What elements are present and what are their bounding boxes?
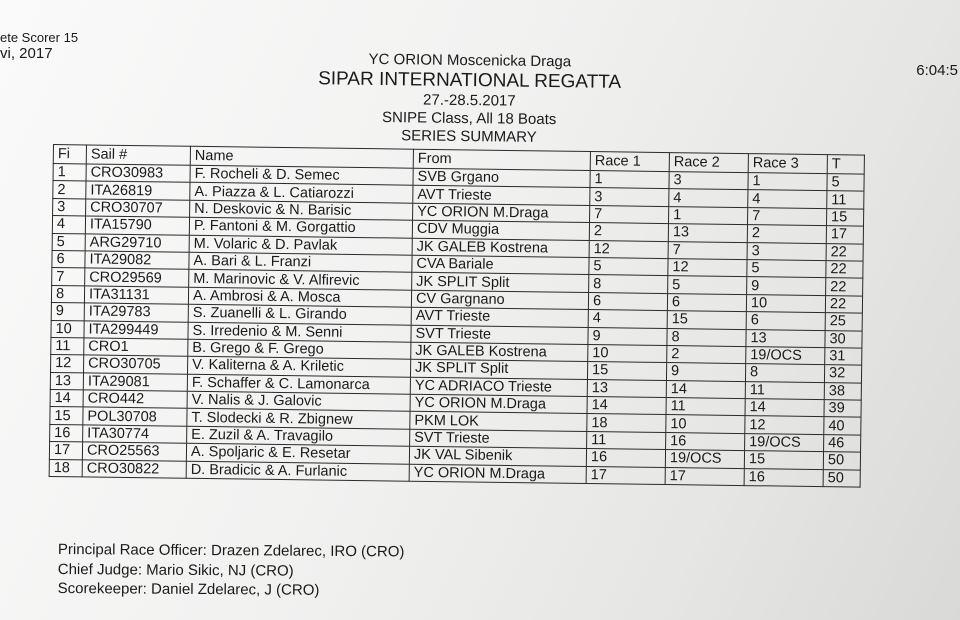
race2-cell: 12 [668, 259, 747, 277]
race1-cell: 17 [586, 466, 665, 484]
race1-cell: 10 [588, 344, 667, 362]
place-cell: 17 [49, 442, 82, 460]
event-title: SIPAR INTERNATIONAL REGATTA [318, 68, 622, 93]
club-cell: JK SPLIT Split [410, 359, 587, 379]
race3-cell: 8 [745, 364, 824, 382]
place-cell: 10 [51, 320, 84, 338]
race3-cell: 12 [745, 416, 824, 434]
place-cell: 3 [53, 198, 86, 216]
race1-cell: 8 [589, 275, 668, 293]
total-cell: 32 [824, 365, 861, 383]
col-fi: Fi [53, 145, 86, 164]
total-cell: 11 [827, 191, 864, 209]
place-cell: 18 [49, 459, 82, 477]
place-cell: 13 [50, 372, 83, 390]
race2-cell: 2 [667, 345, 746, 363]
sail-number-cell: ARG29710 [85, 233, 189, 252]
sail-number-cell: ITA15790 [85, 216, 189, 235]
club-cell: AVT Trieste [413, 186, 590, 206]
event-dates: 27.-28.5.2017 [422, 91, 516, 110]
crew-name-cell: S. Irredenio & M. Senni [188, 322, 411, 342]
race2-cell: 10 [666, 415, 745, 433]
crew-name-cell: B. Grego & F. Grego [188, 339, 411, 359]
crew-name-cell: E. Zuzil & A. Travagilo [187, 426, 410, 446]
race3-cell: 13 [746, 329, 825, 347]
race3-cell: 2 [747, 225, 826, 243]
race2-cell: 1 [669, 206, 748, 224]
club-cell: CVA Bariale [412, 255, 589, 275]
total-cell: 50 [823, 469, 860, 487]
scorer-header [0, 30, 78, 62]
club-cell: CDV Muggia [412, 220, 589, 240]
club-cell: AVT Trieste [411, 307, 588, 327]
race2-cell: 8 [667, 328, 746, 346]
club-cell: JK VAL Sibenik [409, 446, 586, 466]
club-cell: SVB Grgano [413, 168, 590, 188]
sail-number-cell: ITA26819 [86, 181, 190, 200]
race2-cell: 15 [667, 311, 746, 329]
race3-cell: 10 [746, 294, 825, 312]
total-cell: 17 [826, 226, 863, 244]
race2-cell: 19/OCS [665, 450, 744, 468]
crew-name-cell: V. Nalis & J. Galovic [187, 391, 410, 411]
crew-name-cell: A. Piazza & L. Catiarozzi [190, 183, 413, 203]
place-cell: 8 [51, 285, 84, 303]
club-cell: SVT Trieste [411, 325, 588, 345]
place-cell: 2 [53, 181, 86, 199]
crew-name-cell: M. Marinovic & V. Alfirevic [189, 270, 412, 290]
race3-cell: 14 [745, 399, 824, 417]
club-cell: CV Gargnano [411, 290, 588, 310]
race1-cell: 12 [589, 240, 668, 258]
crew-name-cell: A. Ambrosi & A. Mosca [188, 287, 411, 307]
race1-cell: 11 [587, 431, 666, 449]
club-cell: YC ADRIACO Trieste [410, 377, 587, 397]
race1-cell: 7 [590, 205, 669, 223]
crew-name-cell: F. Schaffer & C. Lamonarca [187, 374, 410, 394]
race3-cell: 4 [748, 190, 827, 208]
total-cell: 39 [824, 400, 861, 418]
race3-cell: 16 [744, 468, 823, 486]
race2-cell: 3 [669, 172, 748, 190]
race3-cell: 15 [744, 451, 823, 469]
race1-cell: 6 [588, 292, 667, 310]
crew-name-cell: S. Zuanelli & L. Girando [188, 304, 411, 324]
race3-cell: 19/OCS [746, 346, 825, 364]
place-cell: 14 [50, 390, 83, 408]
col-race1: Race 1 [590, 152, 669, 172]
col-total: T [827, 155, 864, 174]
officials-block [58, 540, 405, 601]
race3-cell: 5 [747, 260, 826, 278]
race3-cell: 9 [747, 277, 826, 295]
sail-number-cell: CRO25563 [82, 442, 186, 461]
col-race2: Race 2 [669, 153, 748, 173]
race1-cell: 3 [590, 188, 669, 206]
crew-name-cell: D. Bradicic & A. Furlanic [186, 461, 409, 481]
race2-cell: 14 [666, 380, 745, 398]
title-block [299, 50, 640, 148]
race1-cell: 1 [590, 171, 669, 189]
club-name: YC ORION Moscenicka Draga [368, 50, 572, 71]
club-cell: YC ORION M.Draga [410, 394, 587, 414]
race1-cell: 18 [587, 414, 666, 432]
sail-number-cell: CRO30705 [84, 355, 188, 374]
race3-cell: 1 [748, 173, 827, 191]
total-cell: 5 [827, 174, 864, 192]
race1-cell: 15 [587, 362, 666, 380]
sail-number-cell: ITA30774 [83, 425, 187, 444]
race2-cell: 6 [667, 293, 746, 311]
club-cell: PKM LOK [410, 412, 587, 432]
sail-number-cell: CRO442 [83, 390, 187, 409]
race2-cell: 11 [666, 398, 745, 416]
race3-cell: 19/OCS [745, 433, 824, 451]
results-table [49, 144, 865, 488]
place-cell: 4 [52, 216, 85, 234]
sail-number-cell: CRO30822 [82, 460, 186, 479]
crew-name-cell: F. Rocheli & D. Semec [190, 165, 413, 185]
total-cell: 22 [826, 278, 863, 296]
race2-cell: 4 [669, 189, 748, 207]
col-name: Name [190, 146, 413, 168]
date-fragment: vi, 2017 [0, 45, 53, 62]
total-cell: 25 [825, 313, 862, 331]
club-cell: JK GALEB Kostrena [412, 238, 589, 258]
col-from: From [413, 149, 590, 170]
col-sail: Sail # [86, 145, 190, 165]
sail-number-cell: CRO29569 [85, 268, 189, 287]
crew-name-cell: V. Kaliterna & A. Kriletic [188, 357, 411, 377]
race1-cell: 13 [587, 379, 666, 397]
total-cell: 22 [825, 295, 862, 313]
race1-cell: 2 [589, 223, 668, 241]
sail-number-cell: ITA29081 [83, 373, 187, 392]
total-cell: 38 [824, 382, 861, 400]
crew-name-cell: N. Deskovic & N. Barisic [190, 200, 413, 220]
race2-cell: 17 [665, 467, 744, 485]
race2-cell: 7 [668, 241, 747, 259]
race2-cell: 16 [666, 432, 745, 450]
race1-cell: 14 [587, 397, 666, 415]
race2-cell: 5 [668, 276, 747, 294]
club-cell: SVT Trieste [410, 429, 587, 449]
sail-number-cell: CRO30707 [86, 199, 190, 218]
total-cell: 50 [823, 452, 860, 470]
club-cell: YC ORION M.Draga [413, 203, 590, 223]
sail-number-cell: ITA31131 [84, 286, 188, 305]
race3-cell: 3 [747, 242, 826, 260]
crew-name-cell: M. Volaric & D. Pavlak [189, 235, 412, 255]
summary-heading: SERIES SUMMARY [401, 127, 537, 146]
principal-race-officer: Principal Race Officer: Drazen Zdelarec, IRO (CRO) [57, 541, 405, 561]
race1-cell: 16 [586, 449, 665, 467]
total-cell: 22 [826, 261, 863, 279]
place-cell: 15 [50, 407, 83, 425]
place-cell: 16 [50, 424, 83, 442]
total-cell: 22 [826, 243, 863, 261]
sail-number-cell: ITA29082 [85, 251, 189, 270]
crew-name-cell: A. Bari & L. Franzi [189, 252, 412, 272]
total-cell: 46 [824, 434, 861, 452]
club-cell: JK SPLIT Split [412, 273, 589, 293]
place-cell: 11 [51, 337, 84, 355]
crew-name-cell: A. Spoljaric & E. Resetar [186, 444, 409, 464]
sail-number-cell: POL30708 [83, 407, 187, 426]
place-cell: 12 [51, 355, 84, 373]
class-info: SNIPE Class, All 18 Boats [381, 109, 557, 129]
total-cell: 40 [824, 417, 861, 435]
place-cell: 5 [52, 233, 85, 251]
place-cell: 9 [51, 303, 84, 321]
print-time: 6:04:5 [916, 62, 958, 79]
place-cell: 7 [52, 268, 85, 286]
race1-cell: 9 [588, 327, 667, 345]
place-cell: 1 [53, 164, 86, 182]
sail-number-cell: CRO30983 [86, 164, 190, 183]
crew-name-cell: P. Fantoni & M. Gorgattio [189, 217, 412, 237]
club-cell: YC ORION M.Draga [409, 464, 586, 484]
race3-cell: 6 [746, 312, 825, 330]
results-body [49, 164, 864, 488]
scorer-label: ete Scorer 15 [0, 30, 79, 45]
race1-cell: 5 [589, 257, 668, 275]
total-cell: 30 [825, 330, 862, 348]
race3-cell: 7 [748, 207, 827, 225]
race2-cell: 13 [668, 224, 747, 242]
col-race3: Race 3 [748, 154, 827, 174]
race3-cell: 11 [745, 381, 824, 399]
results-sheet [49, 144, 865, 488]
race1-cell: 4 [588, 310, 667, 328]
place-cell: 6 [52, 250, 85, 268]
crew-name-cell: T. Slodecki & R. Zbignew [187, 409, 410, 429]
scorekeeper: Scorekeeper: Daniel Zdelarec, J (CRO) [57, 579, 320, 599]
sail-number-cell: CRO1 [84, 338, 188, 357]
total-cell: 31 [825, 348, 862, 366]
sail-number-cell: ITA29783 [84, 303, 188, 322]
club-cell: JK GALEB Kostrena [411, 342, 588, 362]
race2-cell: 9 [666, 363, 745, 381]
chief-judge: Chief Judge: Mario Sikic, NJ (CRO) [57, 560, 294, 580]
sail-number-cell: ITA299449 [84, 320, 188, 339]
total-cell: 15 [826, 208, 863, 226]
